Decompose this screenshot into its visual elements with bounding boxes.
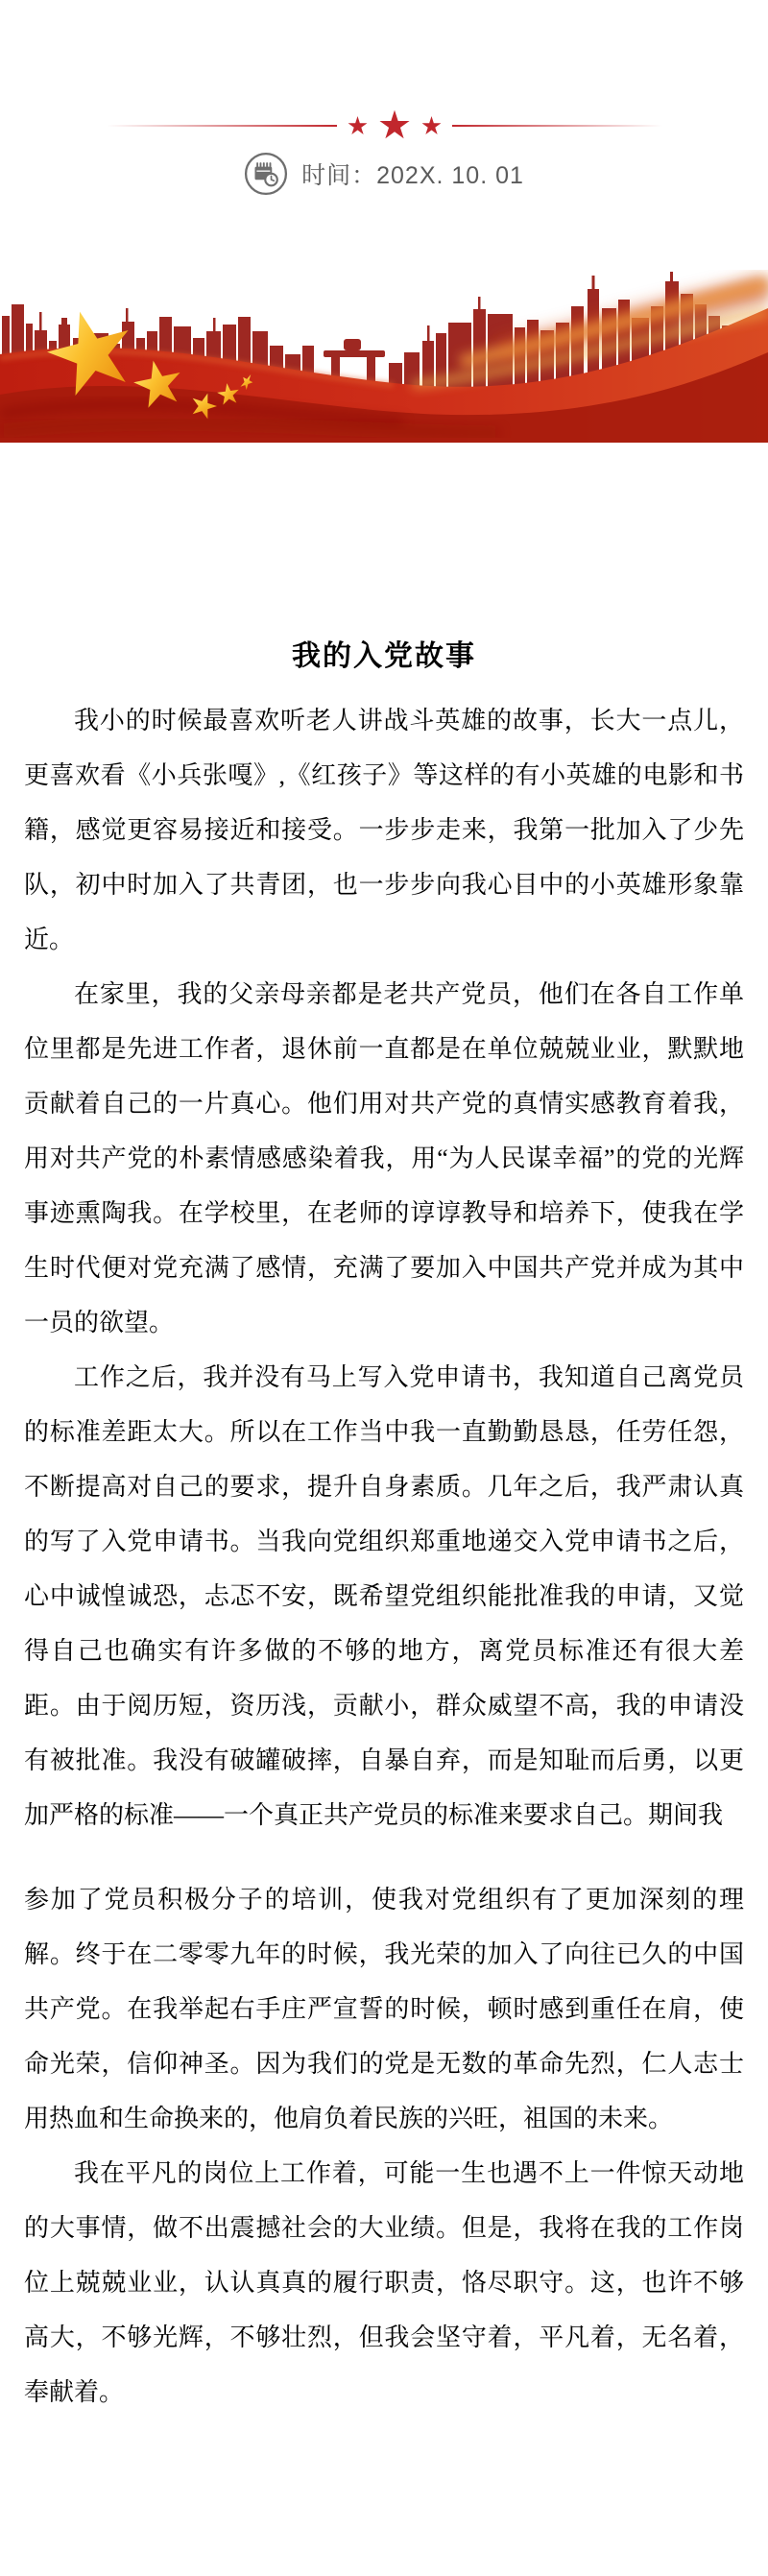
article — [24, 636, 744, 2420]
three-stars-icon — [347, 108, 443, 143]
time-value: 202X. 10. 01 — [376, 162, 524, 189]
paragraph: 在家里，我的父亲母亲都是老共产党员，他们在各自工作单位里都是先进工作者，退休前一直都是在单位兢兢业业，默默地贡献着自己的一片真心。他们用对共产党的真情实感教育着我，用对共产党的朴素情感感染着我，用“为人民谋幸福”的党的光辉事迹熏陶我。在学校里，在老师的谆谆教导和培养下，使我在学生时代便对党充满了感情，充满了要加入中国共产党并成为其中一员的欲望。 — [24, 980, 744, 1336]
paragraph: 我小的时候最喜欢听老人讲战斗英雄的故事，长大一点儿，更喜欢看《小兵张嘎》,《红孩子》等这样的有小英雄的电影和书籍，感觉更容易接近和接受。一步步走来，我第一批加入了少先队，初中时加入了共青团，也一步步向我心目中的小英雄形象靠近。 — [24, 707, 744, 953]
time-label: 时间： — [301, 162, 377, 189]
divider-line-right — [452, 125, 662, 127]
time-badge — [0, 152, 768, 196]
calendar-clock-icon — [244, 152, 288, 196]
star-icon — [420, 115, 443, 137]
article-title: 我的入党故事 — [292, 640, 476, 672]
paragraph: 我在平凡的岗位上工作着，可能一生也遇不上一件惊天动地的大事情，做不出震撼社会的大业绩。但是，我将在我的工作岗位上兢兢业业，认认真真的履行职责，恪尽职守。这，也许不够高大，不够光辉，不够壮烈，但我会坚守着，平凡着，无名着，奉献着。 — [24, 2159, 744, 2406]
paragraph: 参加了党员积极分子的培训，使我对党组织有了更加深刻的理解。终于在二零零九年的时候，我光荣的加入了向往已久的中国共产党。在我举起右手庄严宣誓的时候，顿时感到重任在肩，使命光荣，信仰神圣。因为我们的党是无数的革命先烈，仁人志士用热血和生命换来的，他肩负着民族的兴旺，祖国的未来。 — [24, 1886, 744, 2132]
star-icon-large — [377, 108, 412, 143]
skyline-banner-graphic — [0, 270, 768, 443]
paragraph: 工作之后，我并没有马上写入党申请书，我知道自己离党员的标准差距太大。所以在工作当中我一直勤勤恳恳，任劳任怨，不断提高对自己的要求，提升自身素质。几年之后，我严肃认真的写了入党申请书。当我向党组织郑重地递交入党申请书之后，心中诚惶诚恐，忐忑不安，既希望党组织能批准我的申请，又觉得自己也确实有许多做的不够的地方，离党员标准还有很大差距。由于阅历短，资历浅，贡献小，群众威望不高，我的申请没有被批准。我没有破罐破摔，自暴自弃，而是知耻而后勇，以更加严格的标准——一个真正共产党员的标准来要求自己。期间我 — [24, 1363, 744, 1829]
time-text — [301, 156, 524, 191]
divider-line-left — [107, 125, 337, 127]
star-icon — [347, 115, 369, 137]
star-divider — [0, 105, 768, 147]
city-skyline-banner — [0, 270, 768, 443]
